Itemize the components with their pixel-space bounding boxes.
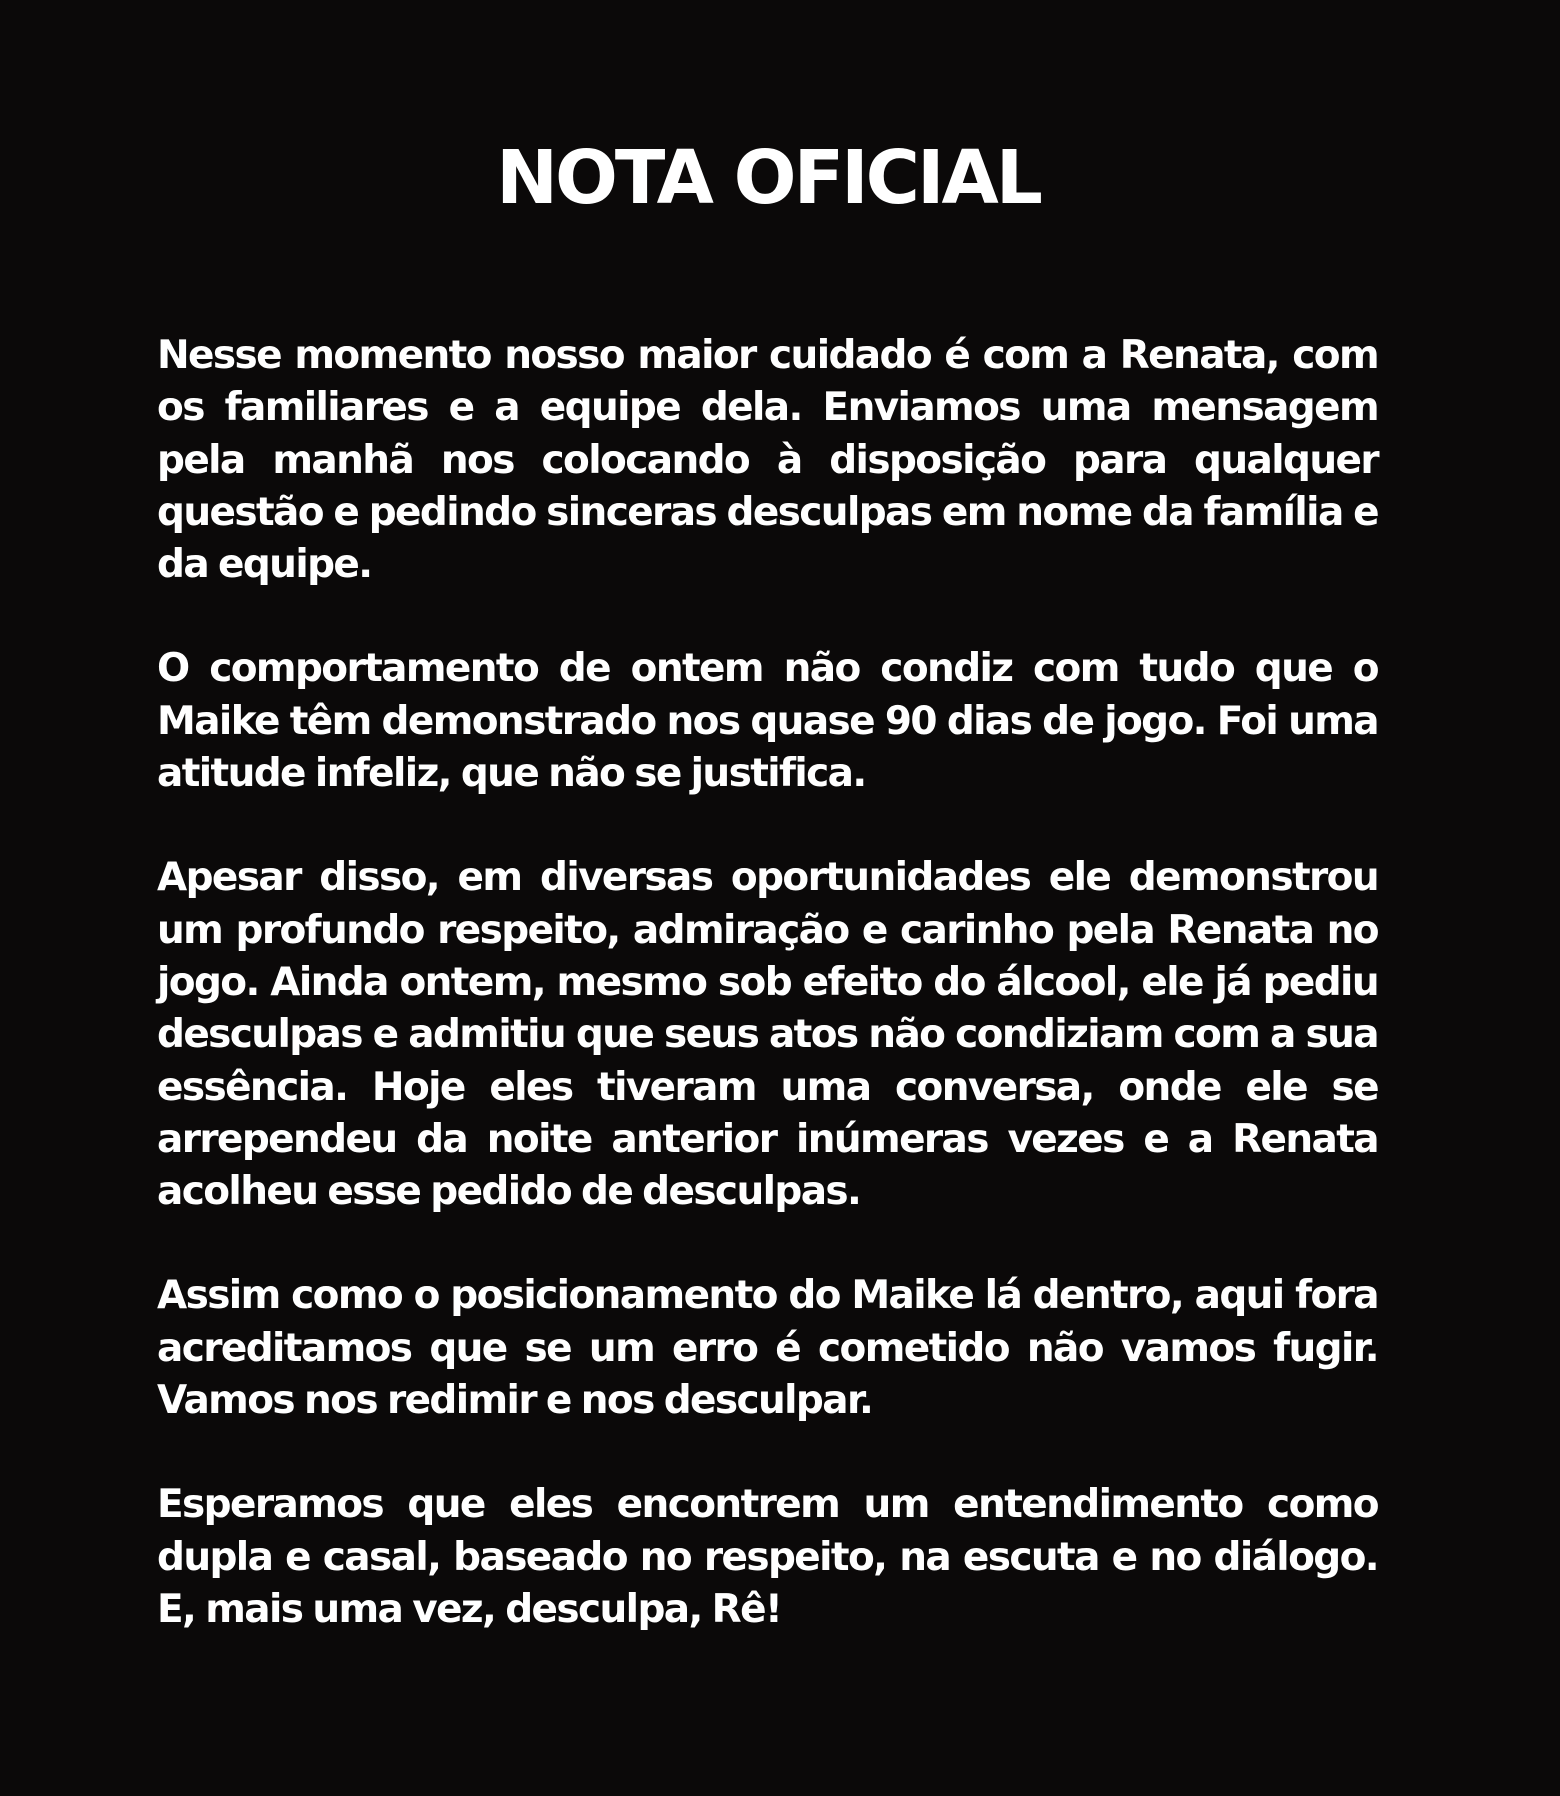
statement-title: NOTA OFICIAL	[496, 135, 1040, 221]
statement-paragraph: Nesse momento nosso maior cuidado é com a Renata, com os familiares e a equipe dela. Enviamos uma mensagem pela manhã nos colocando à disposição para qualquer questão e pedindo sinceras desculpas em nome da família e da equipe.	[157, 333, 1378, 588]
statement-paragraph: Assim como o posicionamento do Maike lá dentro, aqui fora acreditamos que se um erro é cometido não vamos fugir. Vamos nos redimir e nos desculpar.	[157, 1273, 1378, 1424]
statement-paragraph: Apesar disso, em diversas oportunidades ele demonstrou um profundo respeito, admiração e carinho pela Renata no jogo. Ainda ontem, mesmo sob efeito do álcool, ele já pediu desculpas e admitiu que seus atos não condiziam com a sua essência. Hoje eles tiveram uma conversa, onde ele se arrependeu da noite anterior inúmeras vezes e a Renata acolheu esse pedido de desculpas.	[157, 855, 1378, 1215]
statement-body	[157, 330, 1378, 1636]
statement-paragraph: O comportamento de ontem não condiz com tudo que o Maike têm demonstrado nos quase 90 dias de jogo. Foi uma atitude infeliz, que não se justifica.	[157, 646, 1378, 797]
statement-paragraph: Esperamos que eles encontrem um entendimento como dupla e casal, baseado no respeito, na escuta e no diálogo. E, mais uma vez, desculpa, Rê!	[157, 1482, 1378, 1632]
